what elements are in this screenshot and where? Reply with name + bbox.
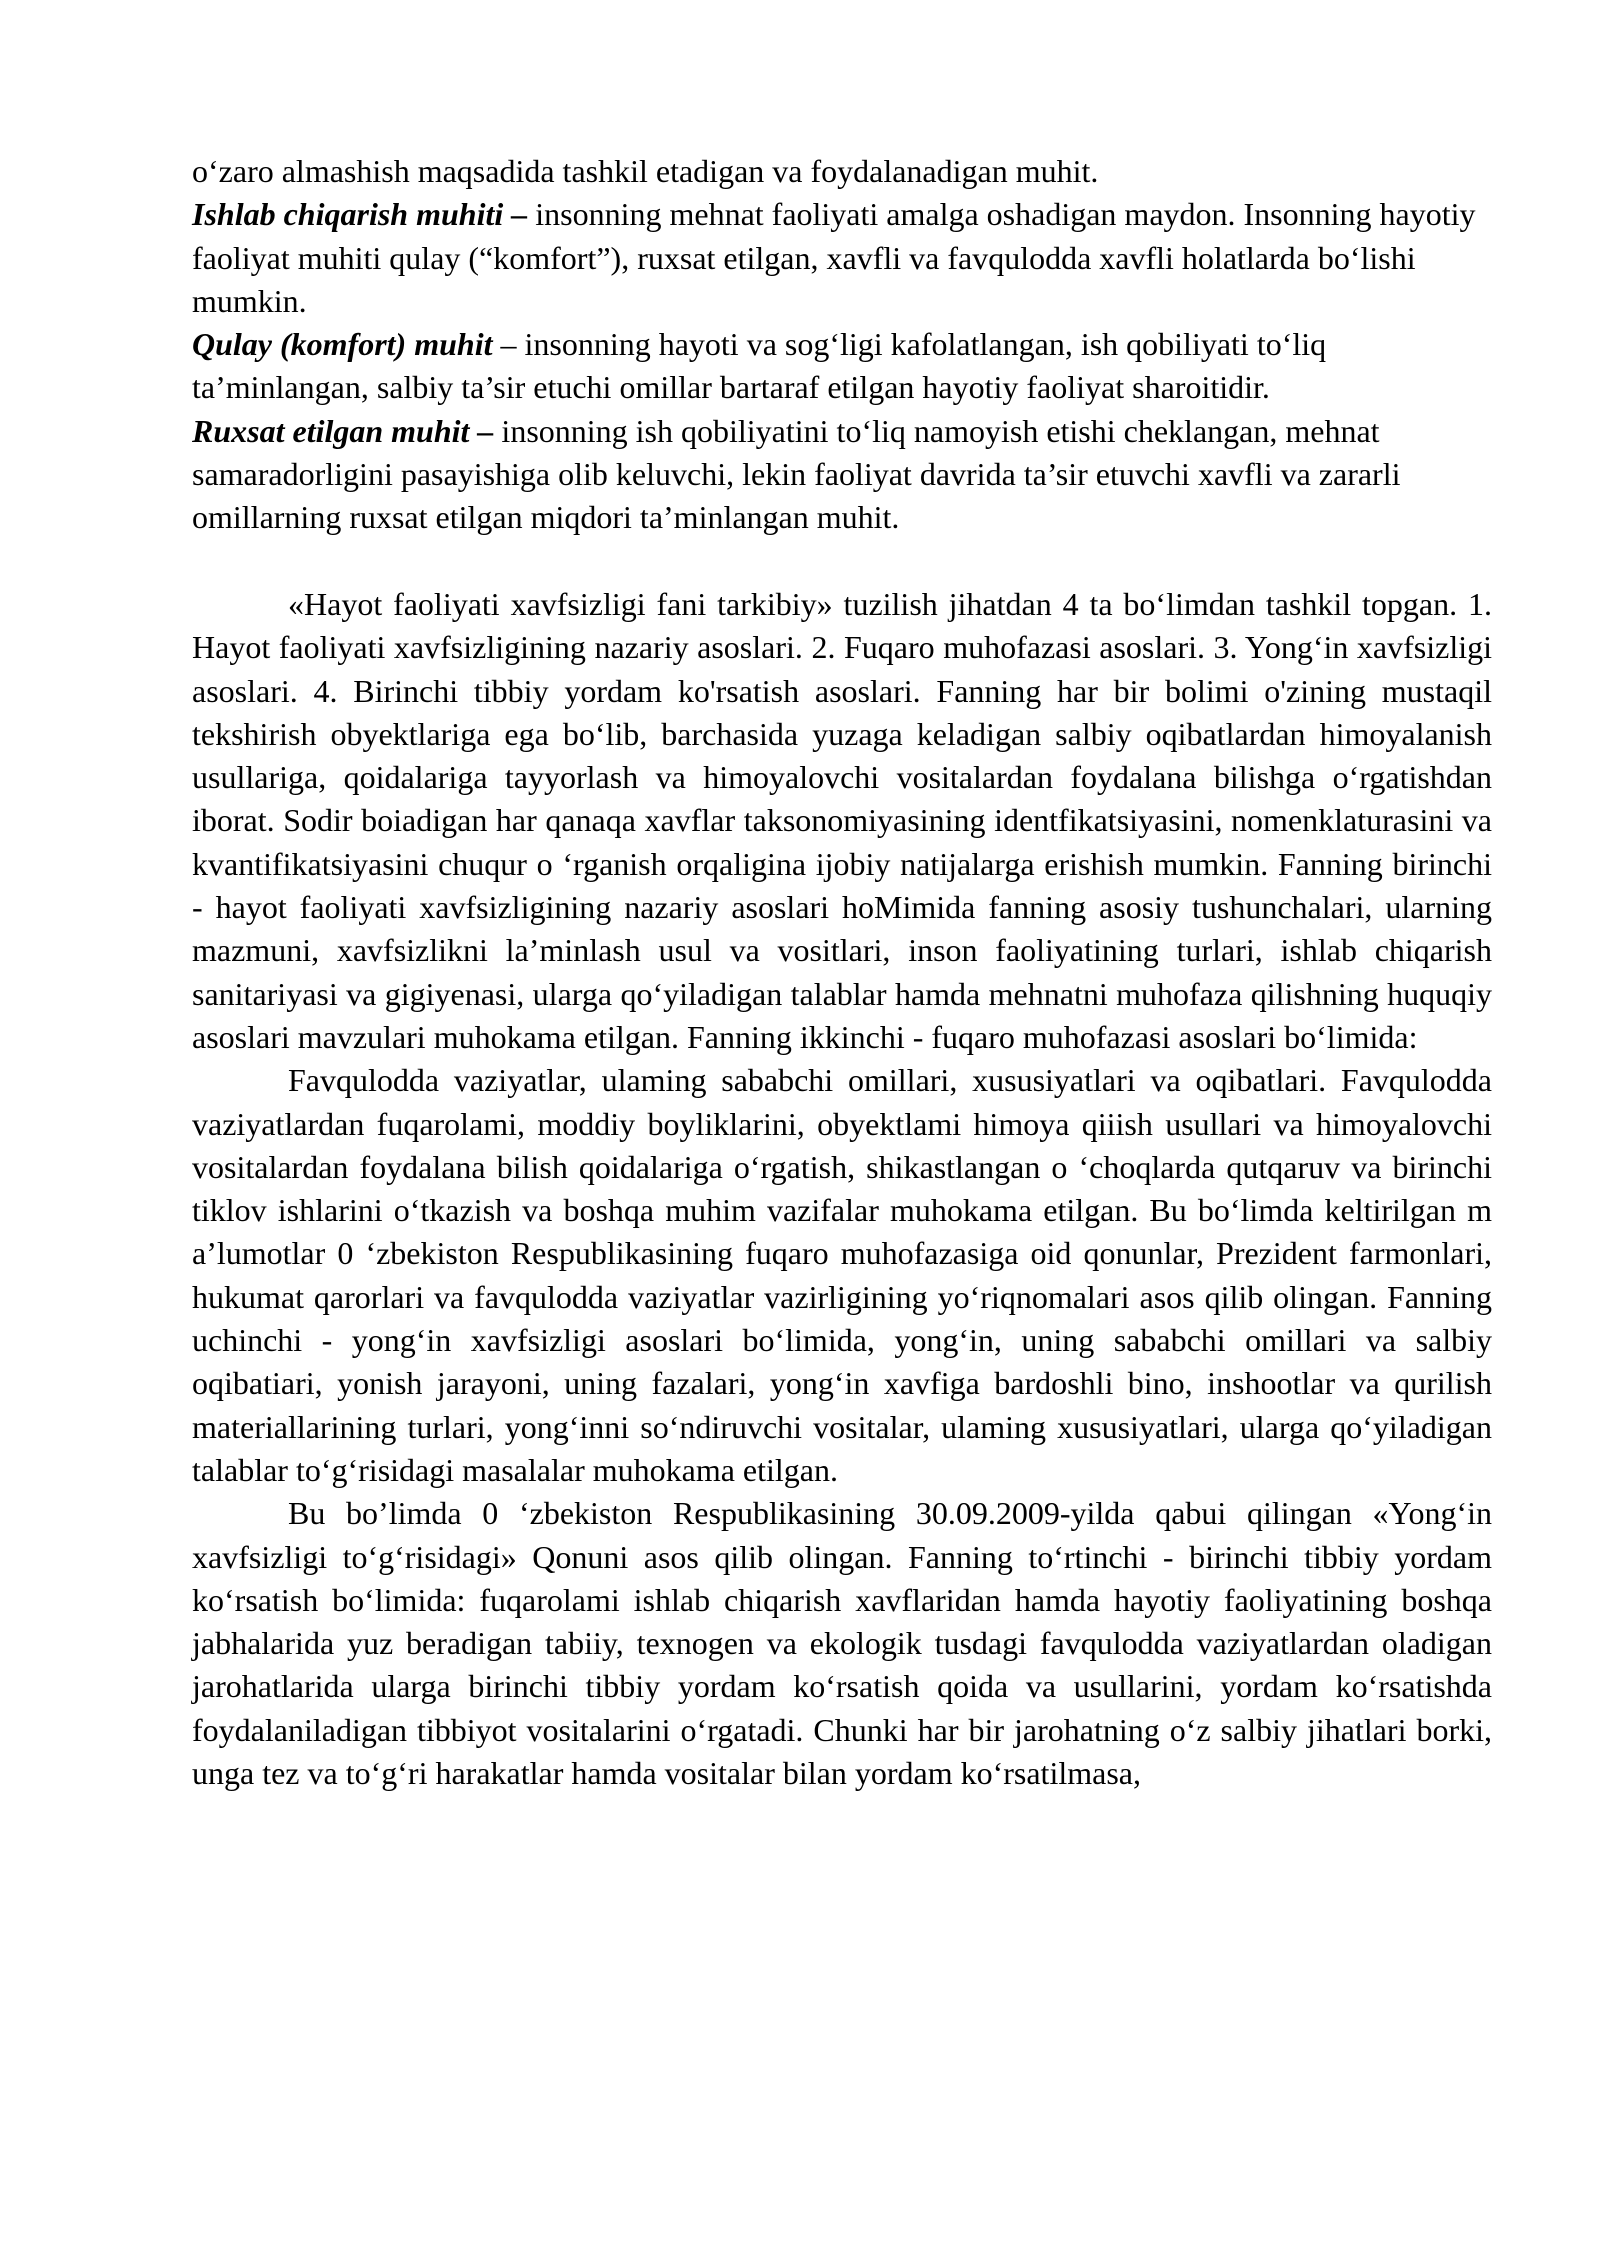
definition-text: insonning mehnat faoliyati amalga oshadigan maydon. Insonning hayotiy faoliyat muhiti qulay (“komfort”), ruxsat etilgan, xavfli va favqulodda xavfli holatlarda bo‘lishi mumkin.	[192, 196, 1476, 319]
definition-term: Ruxsat etilgan muhit –	[192, 412, 494, 449]
paragraph-spacer	[192, 540, 1492, 583]
document-page	[192, 150, 1492, 1795]
definition-ruxsat-etilgan-muhit	[192, 410, 1492, 540]
definition-text: insonning ish qobiliyatini to‘liq namoyish etishi cheklangan, mehnat samaradorligini pasayishiga olib keluvchi, lekin faoliyat davrida ta’sir etuvchi xavfli va zararli omillarning ruxsat etilgan miqdori ta’minlangan muhit.	[192, 412, 1401, 536]
body-paragraph-first-aid: Bu bo’limda 0 ‘zbekiston Respublikasining 30.09.2009-yilda qabui qilingan «Yong‘in xavfsizligi to‘g‘risidagi» Qonuni asos qilib olingan. Fanning to‘rtinchi - birinchi tibbiy yordam ko‘rsatish bo‘limida: fuqarolami ishlab chiqarish xavflaridan hamda hayotiy faoliyatining boshqa jabhalarida yuz beradigan tabiiy, texnogen va ekologik tusdagi favqulodda vaziyatlardan oladigan jarohatlarida ularga birinchi tibbiy yordam ko‘rsatish qoida va usullarini, yordam ko‘rsatishda foydalaniladigan tibbiyot vositalarini o‘rgatadi. Chunki har bir jarohatning o‘z salbiy jihatlari borki, unga tez va to‘g‘ri harakatlar hamda vositalar bilan yordam ko‘rsatilmasa,	[192, 1495, 1492, 1791]
definition-text: – insonning hayoti va sog‘ligi kafolatlangan, ish qobiliyati to‘liq ta’minlangan, salbiy ta’sir etuchi omillar bartaraf etilgan hayotiy faoliyat sharoitidir.	[192, 326, 1327, 406]
definition-continuation	[192, 150, 1492, 193]
body-paragraph-structure: «Hayot faoliyati xavfsizligi fani tarkibiy» tuzilish jihatdan 4 ta bo‘limdan tashkil topgan. 1. Hayot faoliyati xavfsizligining nazariy asoslari. 2. Fuqaro muhofazasi asoslari. 3. Yong‘in xavfsizligi asoslari. 4. Birinchi tibbiy yordam ko'rsatish asoslari. Fanning har bir bolimi o'zining mustaqil tekshirish obyektlariga ega bo‘lib, barchasida yuzaga keladigan salbiy oqibatlardan himoyalanish usullariga, qoidalariga tayyorlash va himoyalovchi vositalardan foydalana bilishga o‘rgatishdan iborat. Sodir boiadigan har qanaqa xavflar taksonomiyasining identfikatsiyasini, nomenklaturasini va kvantifikatsiyasini chuqur o ‘rganish orqaligina ijobiy natijalarga erishish mumkin. Fanning birinchi - hayot faoliyati xavfsizligining nazariy asoslari hoMimida fanning asosiy tushunchalari, ularning mazmuni, xavfsizlikni la’minlash usul va vositlari, inson faoliyatining turlari, ishlab chiqarish sanitariyasi va gigiyenasi, ularga qo‘yiladigan talablar hamda mehnatni muhofaza qilishning huquqiy asoslari mavzulari muhokama etilgan. Fanning ikkinchi - fuqaro muhofazasi asoslari bo‘limida:	[192, 585, 1492, 1055]
definition-qulay-muhit	[192, 323, 1492, 410]
definition-ishlab-chiqarish-muhiti	[192, 193, 1492, 323]
definition-term: Qulay (komfort) muhit	[192, 326, 493, 363]
body-paragraph-emergencies: Favqulodda vaziyatlar, ulaming sababchi omillari, xususiyatlari va oqibatlari. Favqulodda vaziyatlardan fuqarolami, moddiy boyliklarini, obyektlami himoya qiiish usullari va himoyalovchi vositalardan foydalana bilish qoidalariga o‘rgatish, shikastlangan o ‘choqlarda qutqaruv va birinchi tiklov ishlarini o‘tkazish va boshqa muhim vazifalar muhokama etilgan. Bu bo‘limda keltirilgan m a’lumotlar 0 ‘zbekiston Respublikasining fuqaro muhofazasiga oid qonunlar, Prezident farmonlari, hukumat qarorlari va favqulodda vaziyatlar vazirligining yo‘riqnomalari asos qilib olingan. Fanning uchinchi - yong‘in xavfsizligi asoslari bo‘limida, yong‘in, uning sababchi omillari va salbiy oqibatiari, yonish jarayoni, uning fazalari, yong‘in xavfiga bardoshli bino, inshootlar va qurilish materiallarining turlari, yong‘inni so‘ndiruvchi vositalar, ulaming xususiyatlari, ularga qo‘yiladigan talablar to‘g‘risidagi masalalar muhokama etilgan.	[192, 1062, 1492, 1488]
definition-term: Ishlab chiqarish muhiti –	[192, 196, 528, 233]
definition-text: o‘zaro almashish maqsadida tashkil etadigan va foydalanadigan muhit.	[192, 153, 1099, 189]
